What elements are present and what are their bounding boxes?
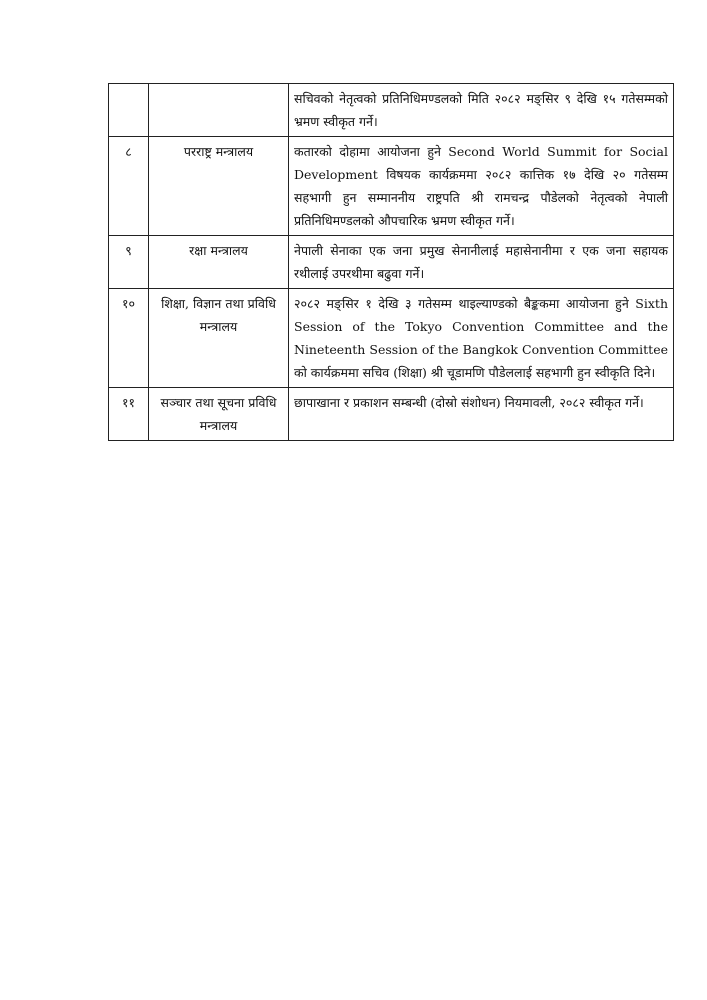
decision-text: छापाखाना र प्रकाशन सम्बन्धी (दोस्रो संशोधन) नियमावली, २०८२ स्वीकृत गर्ने। [289,388,674,441]
table-row [109,236,674,289]
row-number: ८ [109,137,149,236]
decision-text: सचिवको नेतृत्वको प्रतिनिधिमण्डलको मिति २०८२ मङ्सिर ९ देखि १५ गतेसम्मको भ्रमण स्वीकृत गर्ने। [289,84,674,137]
ministry-name: रक्षा मन्त्रालय [149,236,289,289]
decision-text: कतारको दोहामा आयोजना हुने Second World Summit for Social Development विषयक कार्यक्रममा २०८२ कात्तिक १७ देखि २० गतेसम्म सहभागी हुन सम्माननीय राष्ट्रपति श्री रामचन्द्र पौडेलको नेतृत्वको नेपाली प्रतिनिधिमण्डलको औपचारिक भ्रमण स्वीकृत गर्ने। [289,137,674,236]
ministry-name [149,84,289,137]
ministry-name: सञ्चार तथा सूचना प्रविधि मन्त्रालय [149,388,289,441]
table-row [109,137,674,236]
ministry-name: परराष्ट्र मन्त्रालय [149,137,289,236]
decision-text: २०८२ मङ्सिर १ देखि ३ गतेसम्म थाइल्याण्डको बैङ्ककमा आयोजना हुने Sixth Session of the Tokyo Convention Committee and the Nineteenth Session of the Bangkok Convention Committee को कार्यक्रममा सचिव (शिक्षा) श्री चूडामणि पौडेललाई सहभागी हुन स्वीकृति दिने। [289,289,674,388]
decisions-table [108,83,674,441]
table-row [109,388,674,441]
row-number: ९ [109,236,149,289]
decision-text: नेपाली सेनाका एक जना प्रमुख सेनानीलाई महासेनानीमा र एक जना सहायक रथीलाई उपरथीमा बढुवा गर्ने। [289,236,674,289]
row-number: १० [109,289,149,388]
ministry-name: शिक्षा, विज्ञान तथा प्रविधि मन्त्रालय [149,289,289,388]
row-number [109,84,149,137]
table-row [109,84,674,137]
row-number: ११ [109,388,149,441]
table-row [109,289,674,388]
